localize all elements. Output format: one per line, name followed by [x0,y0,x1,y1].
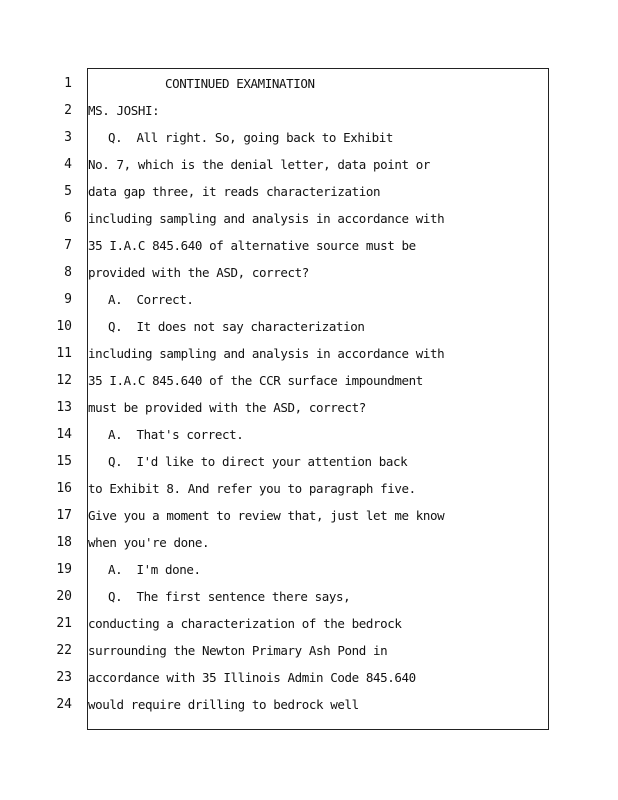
transcript-line: to Exhibit 8. And refer you to paragraph five. [88,481,416,496]
transcript-line: provided with the ASD, correct? [88,265,309,280]
question-line: Q. The first sentence there says, [108,589,351,604]
transcript-line: 35 I.A.C 845.640 of the CCR surface impoundment [88,373,423,388]
line-number: 7 [64,238,72,253]
transcript-line: when you're done. [88,535,210,550]
transcript-line: must be provided with the ASD, correct? [88,400,366,415]
transcript-line: conducting a characterization of the bedrock [88,616,402,631]
line-number: 17 [56,508,72,523]
transcript-line: including sampling and analysis in accordance with [88,346,445,361]
line-number: 2 [64,103,72,118]
transcript-line: surrounding the Newton Primary Ash Pond in [88,643,388,658]
line-number: 21 [56,616,72,631]
line-number: 19 [56,562,72,577]
line-number: 6 [64,211,72,226]
transcript-line: accordance with 35 Illinois Admin Code 845.640 [88,670,416,685]
question-line: Q. I'd like to direct your attention back [108,454,408,469]
line-number: 12 [56,373,72,388]
line-number: 18 [56,535,72,550]
line-number: 24 [56,697,72,712]
line-number: 10 [56,319,72,334]
transcript-line: 35 I.A.C 845.640 of alternative source must be [88,238,416,253]
line-number: 14 [56,427,72,442]
line-number: 4 [64,157,72,172]
answer-line: A. That's correct. [108,427,244,442]
line-number: 9 [64,292,72,307]
line-number: 5 [64,184,72,199]
line-number: 22 [56,643,72,658]
transcript-line: Give you a moment to review that, just let me know [88,508,445,523]
line-number: 13 [56,400,72,415]
line-number: 1 [64,76,72,91]
transcript-line: data gap three, it reads characterization [88,184,381,199]
line-number: 15 [56,454,72,469]
question-line: Q. All right. So, going back to Exhibit [108,130,394,145]
question-line: Q. It does not say characterization [108,319,365,334]
section-heading: CONTINUED EXAMINATION [165,76,315,91]
line-number: 3 [64,130,72,145]
transcript-line: would require drilling to bedrock well [88,697,359,712]
line-number: 16 [56,481,72,496]
speaker-label: MS. JOSHI: [88,103,160,118]
line-number: 8 [64,265,72,280]
line-number: 23 [56,670,72,685]
answer-line: A. I'm done. [108,562,201,577]
line-number: 11 [56,346,72,361]
line-number: 20 [56,589,72,604]
answer-line: A. Correct. [108,292,194,307]
transcript-line: including sampling and analysis in accordance with [88,211,445,226]
transcript-line: No. 7, which is the denial letter, data point or [88,157,431,172]
